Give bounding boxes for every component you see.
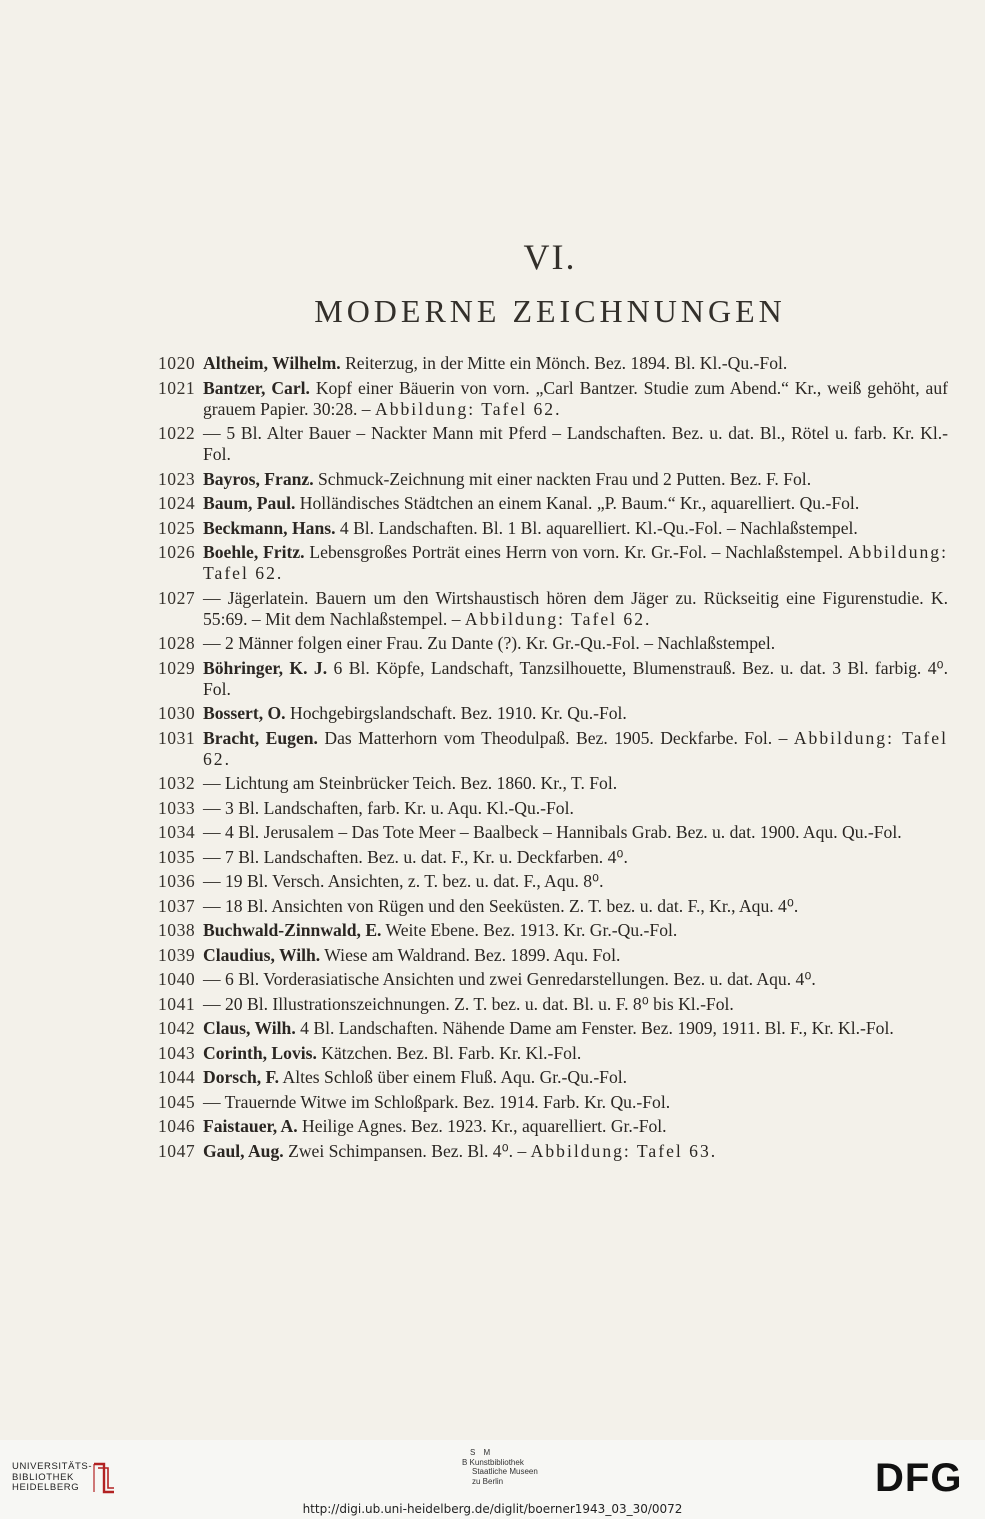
artist-name: Altheim, Wilhelm. <box>203 353 341 373</box>
stamp-line: Staatliche Museen <box>472 1467 538 1476</box>
entry-number: 1034 <box>158 822 196 842</box>
entry-body <box>203 378 948 420</box>
entry-description: Kätzchen. Bez. Bl. Farb. Kr. Kl.-Fol. <box>316 1042 582 1063</box>
entry-description: Heilige Agnes. Bez. 1923. Kr., aquarelliert. Gr.-Fol. <box>297 1116 667 1136</box>
entry-body <box>203 920 948 941</box>
entry-body <box>203 871 948 892</box>
catalog-entry <box>158 703 948 724</box>
entry-description: Lebensgroßes Porträt eines Herrn von vorn. Kr. Gr.-Fol. – Nachlaßstempel. <box>304 542 848 562</box>
entry-description: — Lichtung am Steinbrücker Teich. Bez. 1860. Kr., T. Fol. <box>203 773 618 793</box>
entry-number: 1042 <box>158 1018 196 1038</box>
catalog-entry <box>158 773 948 794</box>
entry-body <box>203 798 948 819</box>
artist-name: Faistauer, A. <box>203 1116 298 1136</box>
plate-reference: Abbildung: Tafel 62. <box>464 608 652 629</box>
catalog-entry <box>158 588 948 630</box>
catalog-entry <box>158 822 948 843</box>
catalog-entry <box>158 1141 948 1162</box>
entry-number: 1036 <box>158 871 196 891</box>
entry-description: Zwei Schimpansen. Bez. Bl. 4⁰. – <box>283 1140 531 1161</box>
entry-number: 1023 <box>158 468 196 489</box>
entry-body <box>203 773 948 794</box>
entry-number: 1021 <box>158 377 196 398</box>
entry-description: — 2 Männer folgen einer Frau. Zu Dante (?). Kr. Gr.-Qu.-Fol. – Nachlaßstempel. <box>203 633 776 653</box>
entry-description: — Jägerlatein. Bauern um den Wirtshaustisch hören dem Jäger zu. Rückseitig eine Figurenstudie. K. 55:69. – Mit dem Nachlaßstempel. – <box>203 587 948 629</box>
catalog-entry <box>158 423 948 465</box>
entry-number: 1025 <box>158 517 196 538</box>
entry-body <box>203 822 948 843</box>
library-line: BIBLIOTHEK <box>12 1471 74 1483</box>
entry-number: 1047 <box>158 1140 196 1161</box>
catalog-entry <box>158 658 948 700</box>
entry-number: 1026 <box>158 542 196 562</box>
stamp-line: zu Berlin <box>472 1476 504 1486</box>
artist-name: Beckmann, Hans. <box>203 517 336 538</box>
catalog-entry <box>158 896 948 917</box>
entry-description: — 20 Bl. Illustrationszeichnungen. Z. T. bez. u. dat. Bl. u. F. 8⁰ bis Kl.-Fol. <box>203 993 734 1014</box>
entry-description: — 5 Bl. Alter Bauer – Nackter Mann mit Pferd – Landschaften. Bez. u. dat. Bl., Rötel u. farb. Kr. Kl.-Fol. <box>203 423 948 464</box>
entry-description: — 19 Bl. Versch. Ansichten, z. T. bez. u. dat. F., Aqu. 8⁰. <box>203 871 604 891</box>
entry-description: Holländisches Städtchen an einem Kanal. „P. Baum.“ Kr., aquarelliert. Qu.-Fol. <box>295 493 860 513</box>
entry-description: — 6 Bl. Vorderasiatische Ansichten und zwei Genredarstellungen. Bez. u. dat. Aqu. 4⁰. <box>203 969 816 989</box>
entry-description: — 3 Bl. Landschaften, farb. Kr. u. Aqu. Kl.-Qu.-Fol. <box>203 797 574 818</box>
entry-body <box>203 493 948 514</box>
catalog-entry <box>158 469 948 490</box>
university-library-logo[interactable] <box>12 1462 92 1494</box>
artist-name: Bracht, Eugen. <box>203 727 318 748</box>
entry-number: 1020 <box>158 353 196 373</box>
entry-body <box>203 728 948 770</box>
entry-description: Kopf einer Bäuerin von vorn. „Carl Bantzer. Studie zum Abend.“ Kr., weiß gehöht, auf grauem Papier. 30:28. – <box>203 377 948 419</box>
entry-body <box>203 588 948 630</box>
entry-number: 1033 <box>158 797 196 818</box>
entry-number: 1031 <box>158 727 196 748</box>
catalog-entry <box>158 1116 948 1137</box>
plate-reference: Abbildung: Tafel 62. <box>203 542 948 583</box>
library-emblem-icon <box>90 1460 118 1500</box>
entry-body <box>203 847 948 868</box>
entry-number: 1043 <box>158 1042 196 1063</box>
artist-name: Böhringer, K. J. <box>203 657 328 678</box>
catalog-entry <box>158 920 948 941</box>
catalog-entry <box>158 542 948 584</box>
artist-name: Bossert, O. <box>203 703 286 723</box>
catalog-entry <box>158 798 948 819</box>
artist-name: Gaul, Aug. <box>203 1140 284 1161</box>
entry-number: 1045 <box>158 1091 196 1112</box>
artist-name: Bayros, Franz. <box>203 468 314 489</box>
artist-name: Baum, Paul. <box>203 493 296 513</box>
artist-name: Claudius, Wilh. <box>203 944 321 965</box>
museum-stamp <box>462 1448 538 1486</box>
plate-reference: Abbildung: Tafel 62. <box>203 727 948 769</box>
catalog-entry <box>158 871 948 892</box>
entry-number: 1032 <box>158 773 196 793</box>
catalog-entry <box>158 1067 948 1088</box>
entry-body <box>203 994 948 1015</box>
entry-description: — 4 Bl. Jerusalem – Das Tote Meer – Baalbeck – Hannibals Grab. Bez. u. dat. 1900. Aqu. Qu.-Fol. <box>203 822 902 842</box>
entry-body <box>203 633 948 654</box>
entry-body <box>203 969 948 990</box>
viewer-footer <box>0 1440 985 1519</box>
artist-name: Boehle, Fritz. <box>203 542 305 562</box>
entry-description: 4 Bl. Landschaften. Nähende Dame am Fenster. Bez. 1909, 1911. Bl. F., Kr. Kl.-Fol. <box>295 1018 894 1038</box>
entry-body <box>203 658 948 700</box>
artist-name: Buchwald-Zinnwald, E. <box>203 920 382 940</box>
chapter-number: VI. <box>523 237 577 277</box>
library-line: HEIDELBERG <box>12 1482 80 1493</box>
entry-body <box>203 1092 948 1113</box>
entry-number: 1040 <box>158 969 196 989</box>
entry-description: — 18 Bl. Ansichten von Rügen und den Seeküsten. Z. T. bez. u. dat. F., Kr., Aqu. 4⁰. <box>203 895 799 916</box>
catalog-entry <box>158 728 948 770</box>
stamp-line: B Kunstbibliothek <box>462 1457 524 1467</box>
entry-description: Weite Ebene. Bez. 1913. Kr. Gr.-Qu.-Fol. <box>381 920 678 940</box>
entry-description: — Trauernde Witwe im Schloßpark. Bez. 1914. Farb. Kr. Qu.-Fol. <box>203 1091 671 1112</box>
entry-number: 1028 <box>158 633 196 653</box>
entry-description: — 7 Bl. Landschaften. Bez. u. dat. F., Kr. u. Deckfarben. 4⁰. <box>203 846 628 867</box>
artist-name: Dorsch, F. <box>203 1067 280 1087</box>
entry-body <box>203 353 948 374</box>
entry-number: 1027 <box>158 587 196 608</box>
catalog-entry <box>158 378 948 420</box>
entry-number: 1037 <box>158 895 196 916</box>
entry-body <box>203 518 948 539</box>
entry-body <box>203 1018 948 1039</box>
entry-body <box>203 423 948 465</box>
entry-number: 1039 <box>158 944 196 965</box>
catalog-entry <box>158 945 948 966</box>
entry-number: 1029 <box>158 657 196 678</box>
catalog-entry <box>158 1043 948 1064</box>
chapter-title: MODERNE ZEICHNUNGEN <box>314 293 786 329</box>
entry-number: 1038 <box>158 920 196 940</box>
plate-reference: Abbildung: Tafel 62. <box>375 398 562 419</box>
entry-description: Schmuck-Zeichnung mit einer nackten Frau und 2 Putten. Bez. F. Fol. <box>313 468 812 489</box>
artist-name: Corinth, Lovis. <box>203 1042 317 1063</box>
entry-description: Wiese am Waldrand. Bez. 1899. Aqu. Fol. <box>320 944 621 965</box>
library-line: UNIVERSITÄTS- <box>12 1461 93 1472</box>
entry-number: 1030 <box>158 703 196 723</box>
entry-body <box>203 1116 948 1137</box>
entry-number: 1024 <box>158 493 196 513</box>
entry-body <box>203 1067 948 1088</box>
catalog-entries <box>158 353 948 1165</box>
entry-number: 1041 <box>158 993 196 1014</box>
catalog-entry <box>158 969 948 990</box>
artist-name: Bantzer, Carl. <box>203 377 310 398</box>
catalog-entry <box>158 994 948 1015</box>
catalog-entry <box>158 633 948 654</box>
entry-description: Reiterzug, in der Mitte ein Mönch. Bez. 1894. Bl. Kl.-Qu.-Fol. <box>340 353 788 373</box>
entry-body <box>203 896 948 917</box>
entry-body <box>203 542 948 584</box>
entry-body <box>203 945 948 966</box>
plate-reference: Abbildung: Tafel 63. <box>530 1140 718 1161</box>
entry-description: Hochgebirgslandschaft. Bez. 1910. Kr. Qu.-Fol. <box>285 703 627 723</box>
page-url[interactable]: http://digi.ub.uni-heidelberg.de/diglit/boerner1943_03_30/0072 <box>302 1502 683 1516</box>
entry-description: Das Matterhorn vom Theodulpaß. Bez. 1905. Deckfarbe. Fol. – <box>317 727 794 748</box>
catalog-entry <box>158 847 948 868</box>
entry-body <box>203 1141 948 1162</box>
catalog-entry <box>158 353 948 374</box>
artist-name: Claus, Wilh. <box>203 1018 296 1038</box>
entry-number: 1035 <box>158 846 196 867</box>
entry-body <box>203 469 948 490</box>
stamp-line: S M <box>470 1448 494 1457</box>
catalog-entry <box>158 1018 948 1039</box>
catalog-entry <box>158 518 948 539</box>
entry-number: 1044 <box>158 1067 196 1087</box>
entry-body <box>203 1043 948 1064</box>
entry-description: 6 Bl. Köpfe, Landschaft, Tanzsilhouette, Blumenstrauß. Bez. u. dat. 3 Bl. farbig. 4⁰. Fol. <box>203 657 948 699</box>
entry-body <box>203 703 948 724</box>
entry-description: 4 Bl. Landschaften. Bl. 1 Bl. aquarelliert. Kl.-Qu.-Fol. – Nachlaßstempel. <box>335 517 858 538</box>
catalog-entry <box>158 493 948 514</box>
entry-number: 1022 <box>158 423 196 443</box>
entry-description: Altes Schloß über einem Fluß. Aqu. Gr.-Qu.-Fol. <box>279 1067 628 1087</box>
catalog-entry <box>158 1092 948 1113</box>
dfg-logo[interactable]: DFG <box>875 1456 963 1500</box>
entry-number: 1046 <box>158 1116 196 1136</box>
